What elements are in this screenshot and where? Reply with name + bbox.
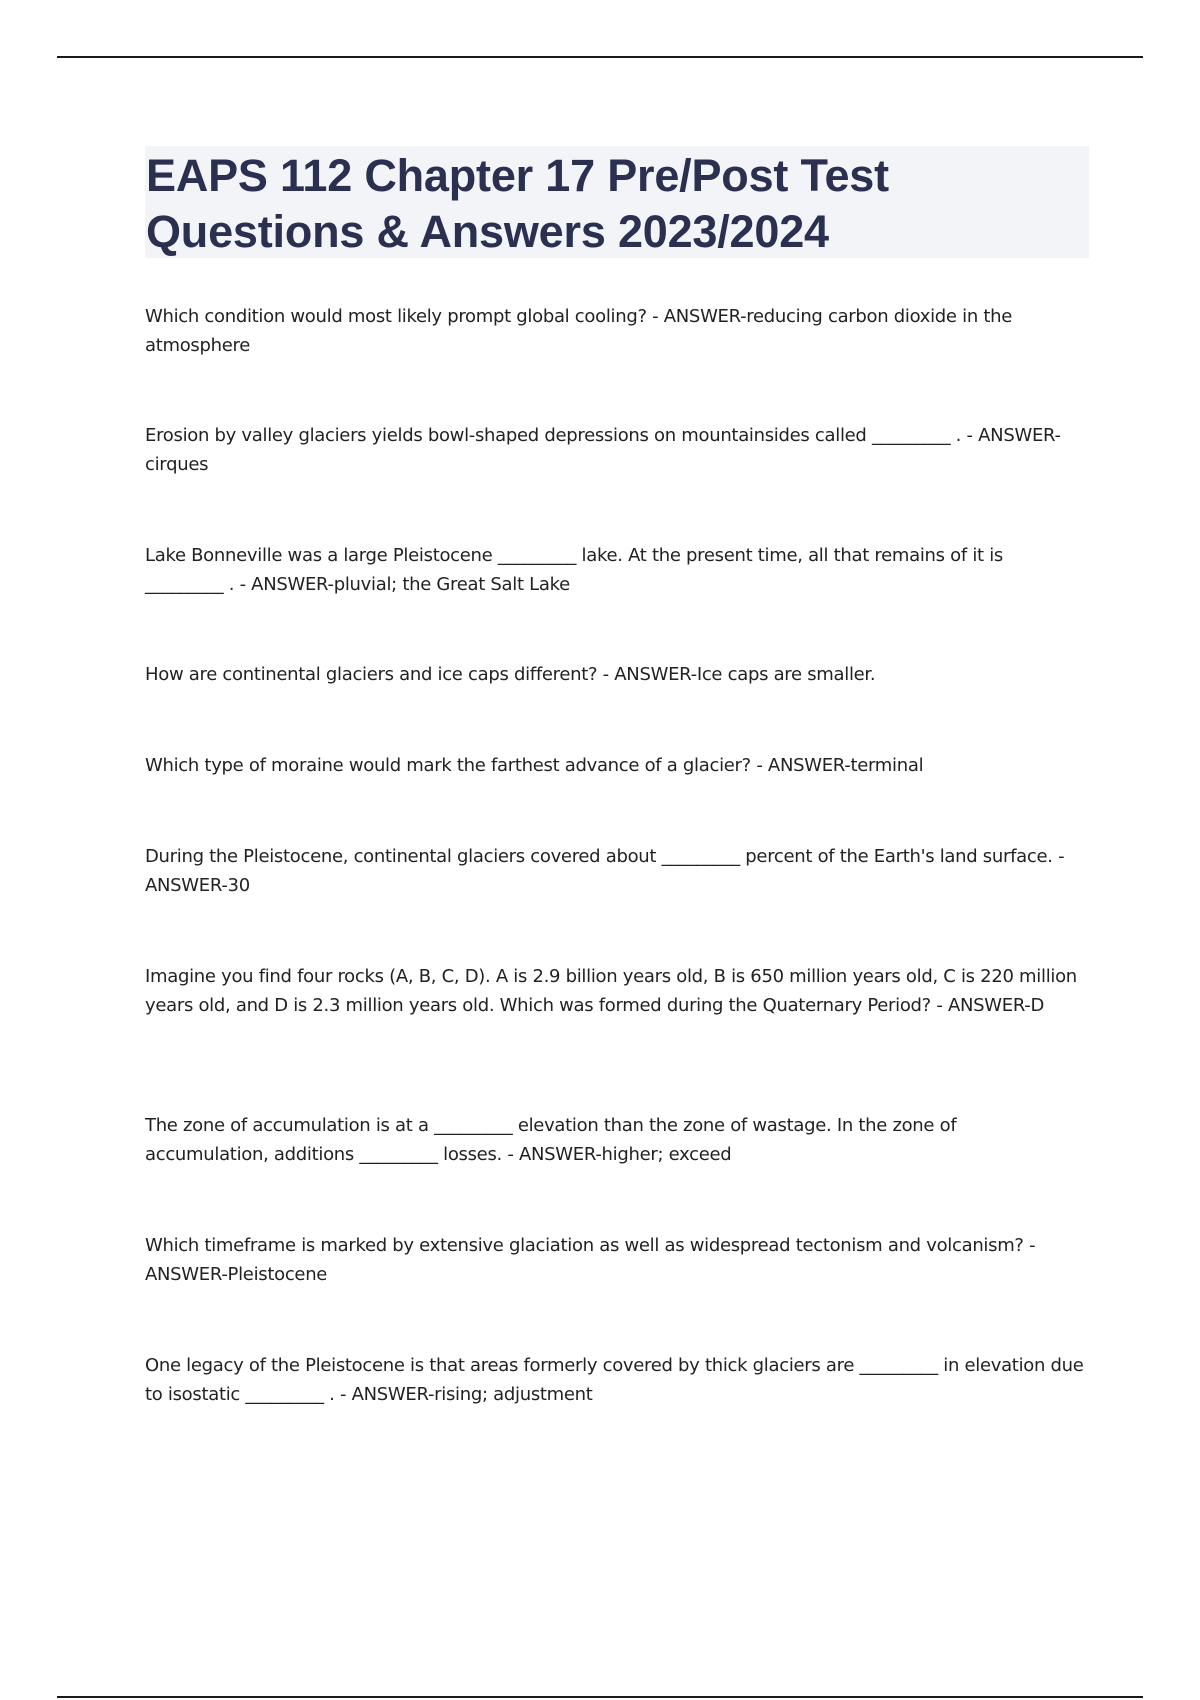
qa-item-7: Imagine you find four rocks (A, B, C, D). A is 2.9 billion years old, B is 650 million years old, C is 220 million years old, and D is 2.3 million years old. Which was formed during the Quaternary Period? - ANSWER-D — [145, 966, 1077, 1016]
top-rule — [57, 56, 1143, 58]
qa-item-4: How are continental glaciers and ice caps different? - ANSWER-Ice caps are smaller. — [145, 664, 876, 685]
qa-item-1: Which condition would most likely prompt global cooling? - ANSWER-reducing carbon dioxide in the atmosphere — [145, 306, 1012, 356]
bottom-rule — [57, 1696, 1143, 1698]
document-title: EAPS 112 Chapter 17 Pre/Post Test Questions & Answers 2023/2024 — [146, 150, 889, 257]
qa-item-10: One legacy of the Pleistocene is that areas formerly covered by thick glaciers are _________ in elevation due to isostatic _________ . - ANSWER-rising; adjustment — [145, 1355, 1084, 1405]
qa-item-5: Which type of moraine would mark the farthest advance of a glacier? - ANSWER-terminal — [145, 755, 924, 776]
qa-item-3: Lake Bonneville was a large Pleistocene _________ lake. At the present time, all that remains of it is _________ . - ANSWER-pluvial; the Great Salt Lake — [145, 545, 1003, 595]
qa-item-6: During the Pleistocene, continental glaciers covered about _________ percent of the Earth's land surface. - ANSWER-30 — [145, 846, 1065, 896]
qa-item-9: Which timeframe is marked by extensive glaciation as well as widespread tectonism and volcanism? - ANSWER-Pleistocene — [145, 1235, 1036, 1285]
qa-item-8: The zone of accumulation is at a _________ elevation than the zone of wastage. In the zone of accumulation, additions _________ losses. - ANSWER-higher; exceed — [145, 1115, 957, 1165]
qa-item-2: Erosion by valley glaciers yields bowl-shaped depressions on mountainsides called _________ . - ANSWER-cirques — [145, 425, 1061, 475]
